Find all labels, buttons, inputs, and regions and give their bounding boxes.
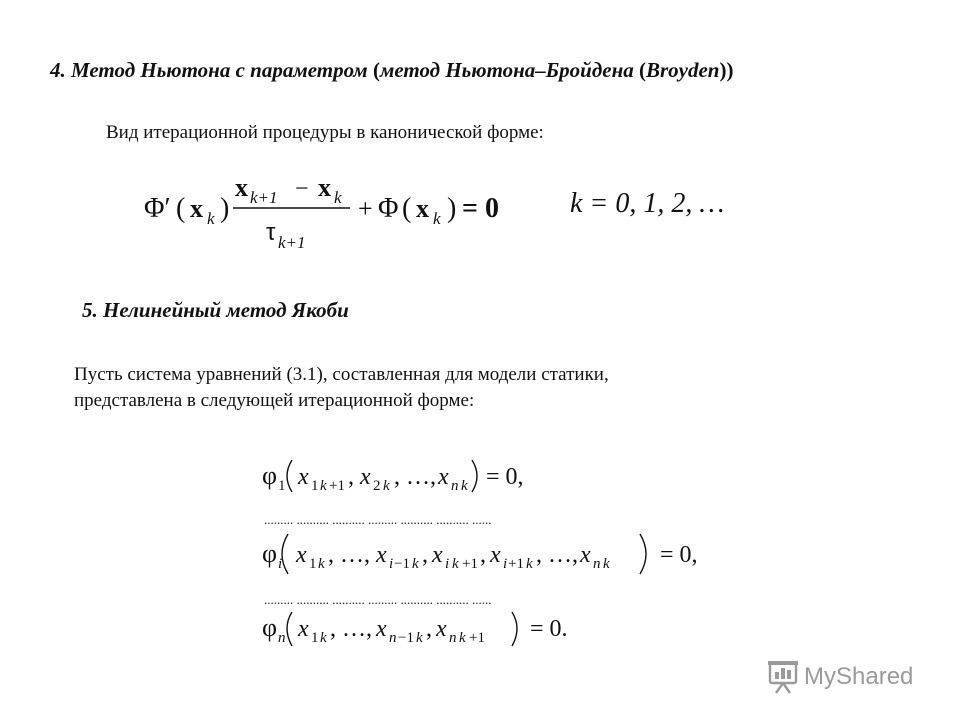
svg-text:k: k: [526, 556, 533, 572]
svg-text:,: ,: [480, 542, 486, 568]
svg-text:−1: −1: [398, 630, 414, 646]
eq1-rhs: = 0,: [486, 464, 524, 490]
svg-text:k: k: [452, 556, 459, 572]
svg-text:k: k: [433, 209, 441, 228]
jacobi-system: [258, 448, 728, 658]
svg-text:k: k: [459, 630, 466, 646]
numerator-minus: −: [295, 176, 309, 202]
section-5-text-line2: представлена в следующей итерационной форме:: [74, 390, 475, 411]
eqn-phi-sub: n: [278, 630, 286, 646]
svg-text:k: k: [318, 556, 325, 572]
denominator-sub: k+1: [278, 233, 306, 252]
svg-text:): ): [447, 193, 457, 224]
svg-text:+1: +1: [469, 630, 485, 646]
numerator-sub2: k: [334, 188, 342, 207]
svg-text:x: x: [298, 616, 309, 642]
equals-zero: = 0: [462, 193, 499, 224]
svg-text:+1: +1: [329, 478, 345, 494]
phi-symbol: Φ: [378, 193, 399, 224]
svg-text:x: x: [376, 616, 387, 642]
newton-broyden-formula: [140, 168, 520, 258]
eq1-phi-sub: 1: [278, 478, 286, 494]
svg-text:2: 2: [373, 478, 381, 494]
svg-text:1: 1: [309, 556, 317, 572]
section-4-title-part1: Метод Ньютона с параметром: [71, 58, 373, 82]
svg-text:x: x: [436, 616, 447, 642]
svg-text:x: x: [376, 542, 387, 568]
eqn-phi: φ: [262, 613, 278, 642]
svg-text:n: n: [449, 630, 457, 646]
svg-text:1: 1: [311, 478, 319, 494]
svg-text:i: i: [389, 556, 394, 572]
eq1-phi: φ: [262, 461, 278, 490]
svg-text:, …,: , …,: [394, 464, 436, 490]
svg-text:x: x: [580, 542, 591, 568]
k-range: [566, 182, 746, 222]
svg-text:k: k: [603, 556, 610, 572]
svg-text:x: x: [360, 464, 371, 490]
section-4-title-part3: Broyden: [645, 58, 720, 82]
svg-text:n: n: [451, 478, 459, 494]
phi-prime-symbol: Φ′: [144, 193, 171, 224]
eqi-phi: φ: [262, 539, 278, 568]
section-5-title: 5. Нелинейный метод Якоби: [82, 298, 349, 322]
svg-text:): ): [220, 193, 230, 224]
eqi-phi-sub: i: [278, 556, 283, 572]
svg-text:,: ,: [348, 464, 354, 490]
svg-text:−1: −1: [394, 556, 410, 572]
x-k-sub: k: [207, 209, 215, 228]
eqn-rhs: = 0.: [530, 616, 568, 642]
section-5-text-line1: Пусть система уравнений (3.1), составленная для модели статики,: [74, 364, 609, 385]
svg-text:, …,: , …,: [536, 542, 578, 568]
svg-text:(: (: [402, 193, 412, 224]
section-4-title-part2: метод Ньютона–Бройдена: [379, 58, 639, 82]
svg-text:(: (: [176, 193, 186, 224]
svg-text:1: 1: [311, 630, 319, 646]
dots-row-1: ......... .......... .......... ......... .......... .......... ......: [264, 512, 492, 527]
section-4-title: 4. Метод Ньютона с параметром (метод Ньютона–Бройдена (Broyden)): [50, 58, 734, 82]
presentation-icon: [768, 661, 798, 693]
svg-text:x: x: [298, 464, 309, 490]
x-k-arg: x: [190, 194, 203, 223]
equation-n: [262, 612, 568, 646]
svg-text:, …,: , …,: [330, 616, 372, 642]
numerator-x2: x: [318, 173, 331, 202]
svg-text:n: n: [389, 630, 397, 646]
denominator-tau: τ: [266, 219, 276, 246]
section-4-subtitle: Вид итерационной процедуры в канонической форме:: [106, 122, 544, 143]
svg-text:x: x: [416, 194, 429, 223]
svg-text:k: k: [320, 630, 327, 646]
svg-text:n: n: [593, 556, 601, 572]
myshared-watermark: [768, 655, 928, 695]
plus-sign: +: [358, 194, 373, 223]
svg-text:,: ,: [426, 616, 432, 642]
dots-row-2: ......... .......... .......... ......... .......... .......... ......: [264, 592, 492, 607]
equation-i: [262, 534, 698, 574]
paren-close: )): [719, 58, 734, 82]
svg-text:k: k: [461, 478, 468, 494]
svg-text:, …,: , …,: [328, 542, 370, 568]
section-4-number: 4.: [50, 58, 66, 82]
svg-text:k: k: [383, 478, 390, 494]
paren-open: (: [372, 58, 380, 82]
svg-text:x: x: [490, 542, 501, 568]
svg-text:+1: +1: [508, 556, 524, 572]
numerator-sub1: k+1: [250, 188, 278, 207]
svg-text:x: x: [432, 542, 443, 568]
svg-text:i: i: [503, 556, 508, 572]
svg-text:k: k: [412, 556, 419, 572]
k-range-text: k = 0, 1, 2, …: [570, 188, 725, 219]
equation-1: [262, 460, 524, 494]
numerator-x1: x: [235, 173, 248, 202]
svg-text:x: x: [438, 464, 449, 490]
svg-text:+1: +1: [462, 556, 478, 572]
svg-text:x: x: [296, 542, 307, 568]
svg-text:k: k: [320, 478, 327, 494]
eqi-rhs: = 0,: [660, 542, 698, 568]
svg-text:k: k: [416, 630, 423, 646]
svg-text:,: ,: [422, 542, 428, 568]
watermark-text: MyShared: [804, 663, 914, 690]
svg-text:i: i: [445, 556, 450, 572]
